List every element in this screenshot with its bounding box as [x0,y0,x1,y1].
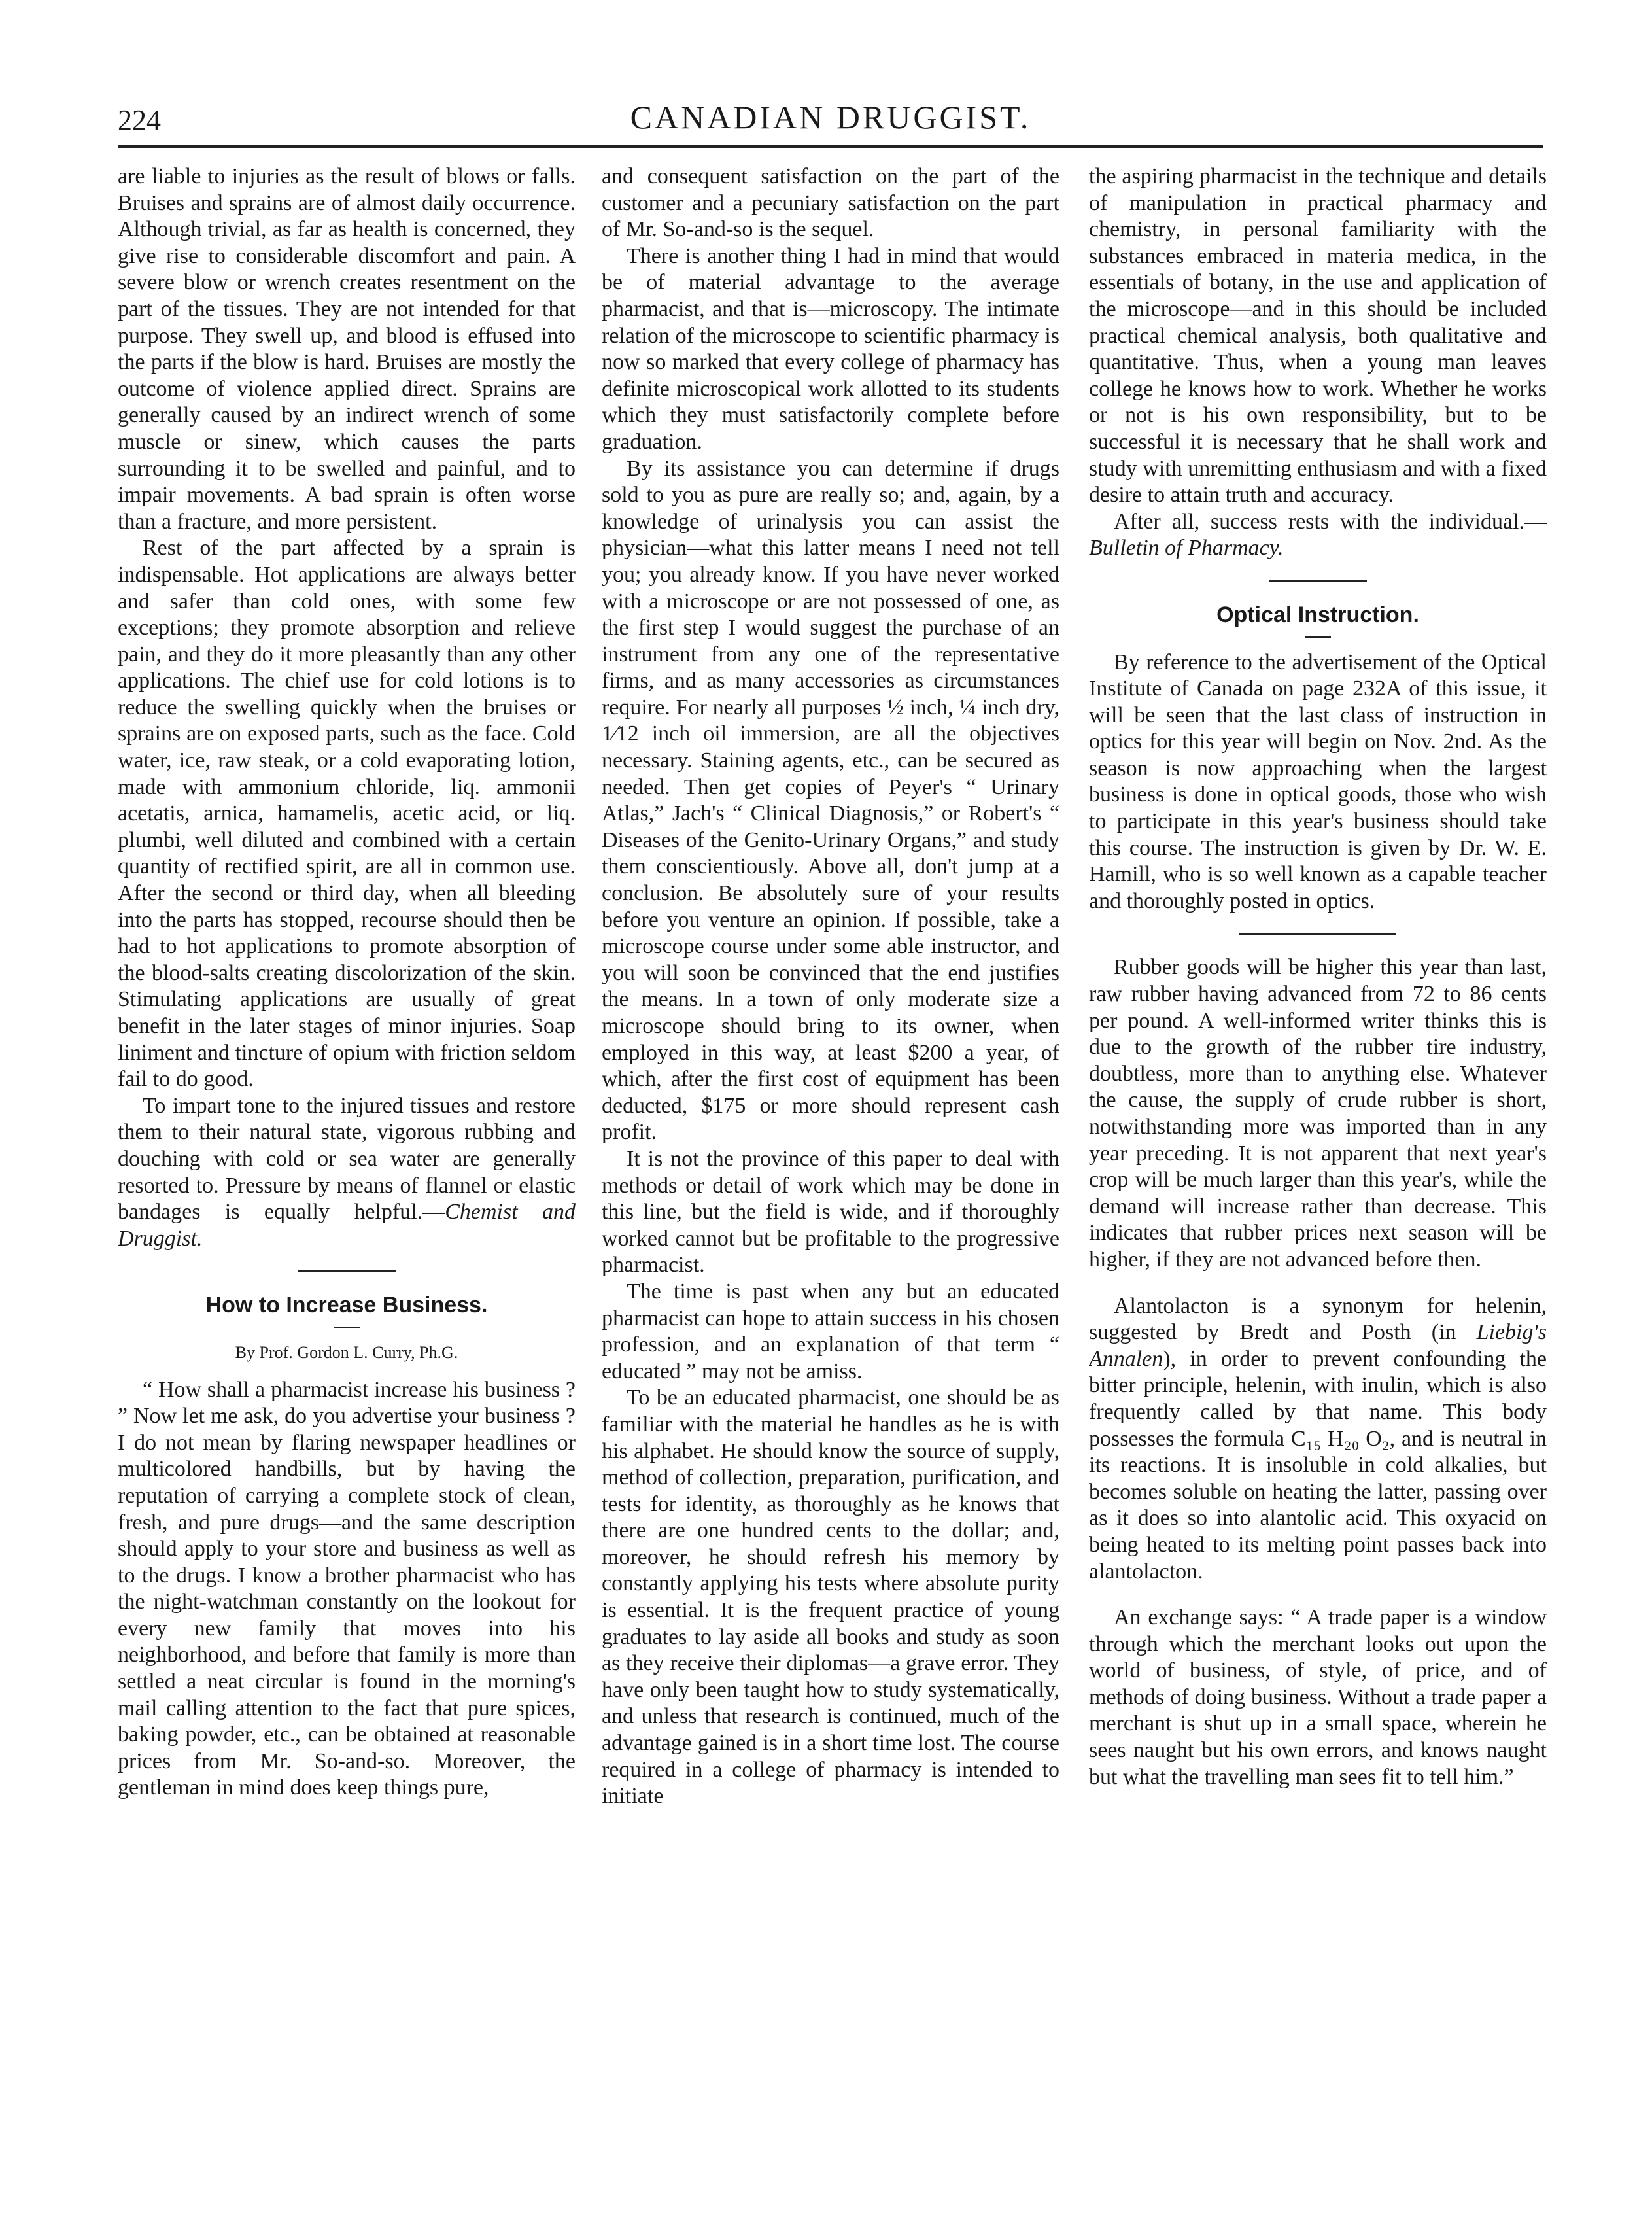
source-citation: Chemist and Druggist. [118,1200,576,1251]
paragraph-text: Alantolacton is a synonym for helenin, suggested by Bredt and Posth (in [1089,1293,1547,1345]
article-paragraph: It is not the province of this paper to deal with methods or detail of work which may be done in this line, but the field is wide, and if thoroughly worked cannot but be profitable to the progressive pharmacist. [602,1146,1059,1278]
running-title: CANADIAN DRUGGIST. [630,99,1031,135]
article-paragraph [118,1093,576,1253]
article-paragraph: “ How shall a pharmacist increase his business ? ” Now let me ask, do you advertise your business ? I do not mean by flaring newspaper headlines or multicolored handbills, but by having the reputation of carrying a complete stock of clean, fresh, and pure drugs—and the same description should apply to your store and business as well as to the drugs. I know a brother pharmacist who has the night-watchman constantly on the lookout for every new family that moves into his neighborhood, and before that family is more than settled a neat circular is found in the morning's mail calling attention to the fact that pure spices, baking powder, etc., can be obtained at reasonable prices from Mr. So-and-so. Moreover, the gentleman in mind does keep things pure, [118,1377,576,1800]
article-paragraph: Rubber goods will be higher this year than last, raw rubber having advanced from 72 to 86 cents per pound. A well-informed writer thinks this is due to the growth of the rubber tire industry, doubtless, more than to anything else. Whatever the cause, the supply of crude rubber is short, notwithstanding more was imported than in any year preceding. It is not apparent that next year's crop will be much larger than this year's, while the demand will increase rather than decrease. This indicates that rubber prices next season will be higher, if they are not advanced before then. [1089,955,1547,1272]
header-rule [118,145,1543,148]
article-paragraph: By reference to the advertisement of the Optical Institute of Canada on page 232A of this issue, it will be seen that the last class of instruction in optics for this year will begin on Nov. 2nd. As the season is now approaching when the largest business is done in optical goods, those who wish to participate in this year's business should take this course. The instruction is given by Dr. W. E. Hamill, who is so well known as a capable teacher and thoroughly posted in optics. [1089,650,1547,913]
section-divider [1239,933,1396,935]
column-2 [602,164,1059,2185]
column-1 [118,164,576,2185]
article-paragraph: the aspiring pharmacist in the technique and details of manipulation in practical pharmacy and chemistry, in personal familiarity with the substances embraced in materia medica, in the essentials of botany, in the use and application of the microscope—and in this should be included practical chemical analysis, both qualitative and quantitative. Thus, when a young man leaves college he knows how to work. Whether he works or not is his own responsibility, but to be successful it is necessary that he shall work and study with unremitting enthusiasm and with a fixed desire to attain truth and accuracy. [1089,164,1547,508]
page-number: 224 [118,104,161,136]
article-paragraph: By its assistance you can determine if drugs sold to you as pure are really so; and, again, by a knowledge of urinalysis you can assist the physician—what this latter means I need not tell you; you already know. If you have never worked with a microscope or are not possessed of one, as the first step I would suggest the purchase of an instrument from any one of the representative firms, and as many accessories as circumstances require. For nearly all purposes ½ inch, ¼ inch dry, 1⁄12 inch oil immersion, are all the objectives necessary. Staining agents, etc., can be secured as needed. Then get copies of Peyer's “ Urinary Atlas,” Jach's “ Clinical Diagnosis,” or Robert's “ Diseases of the Genito-Urinary Organs,” and study them conscientiously. Above all, don't jump at a conclusion. Be absolutely sure of your results before you venture an opinion. If possible, take a microscope course under some able instructor, and you will soon be convinced that the end justifies the means. In a town of only moderate size a microscope should bring to its owner, when employed in this way, at least $200 a year, of which, after the first cost of equipment has been deducted, $175 or more should represent cash profit. [602,456,1059,1145]
paragraph-text: To impart tone to the injured tissues and restore them to their natural state, vigorous rubbing and douching with cold or sea water are generally resorted to. Pressure by means of flannel or elastic bandages is equally helpful.— [118,1093,576,1225]
source-citation: Liebig's Annalen [1089,1320,1547,1371]
column-3 [1089,164,1547,2185]
article-paragraph: and consequent satisfaction on the part of the customer and a pecuniary satisfaction on the part of Mr. So-and-so is the sequel. [602,164,1059,242]
section-divider [298,1270,396,1272]
article-paragraph: are liable to injuries as the result of blows or falls. Bruises and sprains are of almost daily occurrence. Although trivial, as far as health is concerned, they give rise to considerable discomfort and pain. A severe blow or wrench creates resentment on the part of the tissues. They are not intended for that purpose. They swell up, and blood is effused into the parts if the blow is hard. Bruises are mostly the outcome of violence applied direct. Sprains are generally caused by an indirect wrench of some muscle or sinew, which causes the parts surrounding it to be swelled and painful, and to impair movements. A bad sprain is often worse than a fracture, and more persistent. [118,164,576,534]
source-citation: Bulletin of Pharmacy. [1089,536,1284,561]
page-header [118,98,1543,144]
section-divider [1269,580,1367,582]
article-byline: By Prof. Gordon L. Curry, Ph.G. [235,1342,458,1362]
article-paragraph: The time is past when any but an educated pharmacist can hope to attain success in his chosen profession, and an explanation of that term “ educated ” may not be amiss. [602,1279,1059,1384]
article-paragraph [1089,509,1547,562]
paragraph-text: After all, success rests with the individual.— [1114,509,1547,534]
article-heading: How to Increase Business. [205,1293,488,1318]
article-paragraph: An exchange says: “ A trade paper is a window through which the merchant looks out upon the world of business, of style, of price, and of methods of doing business. Without a trade paper a merchant is shut up in a small space, wherein he sees naught but his own errors, and knows naught but what the travelling man sees fit to tell him.” [1089,1605,1547,1789]
paragraph-text: ), in order to prevent confounding the bitter principle, helenin, with inulin, which is also frequently called by that name. This body possesses the formula C₁₅ H₂₀ O₂, and is neutral in its reactions. It is insoluble in cold alkalies, but becomes soluble on heating the latter, passing over as it does so into alantolic acid. This oxyacid on being heated to its melting point passes back into alantolacton. [1089,1346,1547,1584]
article-paragraph: Rest of the part affected by a sprain is indispensable. Hot applications are always better and safer than cold ones, with some few exceptions; they promote absorption and relieve pain, and they do it more pleasantly than any other applications. The chief use for cold lotions is to reduce the swelling quickly when the bruises or sprains are on exposed parts, such as the face. Cold water, ice, raw steak, or a cold evaporating lotion, made with ammonium chloride, liq. ammonii acetatis, arnica, hamamelis, acetic acid, or liq. plumbi, well diluted and combined with a certain quantity of rectified spirit, are all in common use. After the second or third day, when all bleeding into the parts has stopped, recourse should then be had to hot applications to promote absorption of the blood-salts creating discolorization of the skin. Stimulating applications are usually of great benefit in the later stages of minor injuries. Soap liniment and tincture of opium with friction seldom fail to do good. [118,536,576,1092]
paragraph-gap [1089,1585,1547,1605]
article-heading: Optical Instruction. [1216,602,1419,627]
heading-rule [1305,636,1331,638]
article-paragraph: There is another thing I had in mind that would be of material advantage to the average pharmacist, and that is—microscopy. The intimate relation of the microscope to scientific pharmacy is now so marked that every college of pharmacy has definite microscopical work allotted to its students which they must satisfactorily complete before graduation. [602,243,1059,454]
article-paragraph: To be an educated pharmacist, one should be as familiar with the material he handles as he is with his alphabet. He should know the source of supply, method of collection, preparation, purification, and tests for identity, as thoroughly as he knows that there are one hundred cents to the dollar; and, moreover, he should refresh his memory by constantly applying his tests where absolute purity is essential. It is the frequent practice of young graduates to lay aside all books and study as soon as they receive their diplomas—a grave error. They have only been taught how to study systematically, and unless that research is continued, much of the advantage gained is in a short time lost. The course required in a college of pharmacy is intended to initiate [602,1385,1059,1809]
heading-rule [334,1327,360,1328]
paragraph-gap [1089,1274,1547,1293]
article-paragraph [1089,1293,1547,1586]
